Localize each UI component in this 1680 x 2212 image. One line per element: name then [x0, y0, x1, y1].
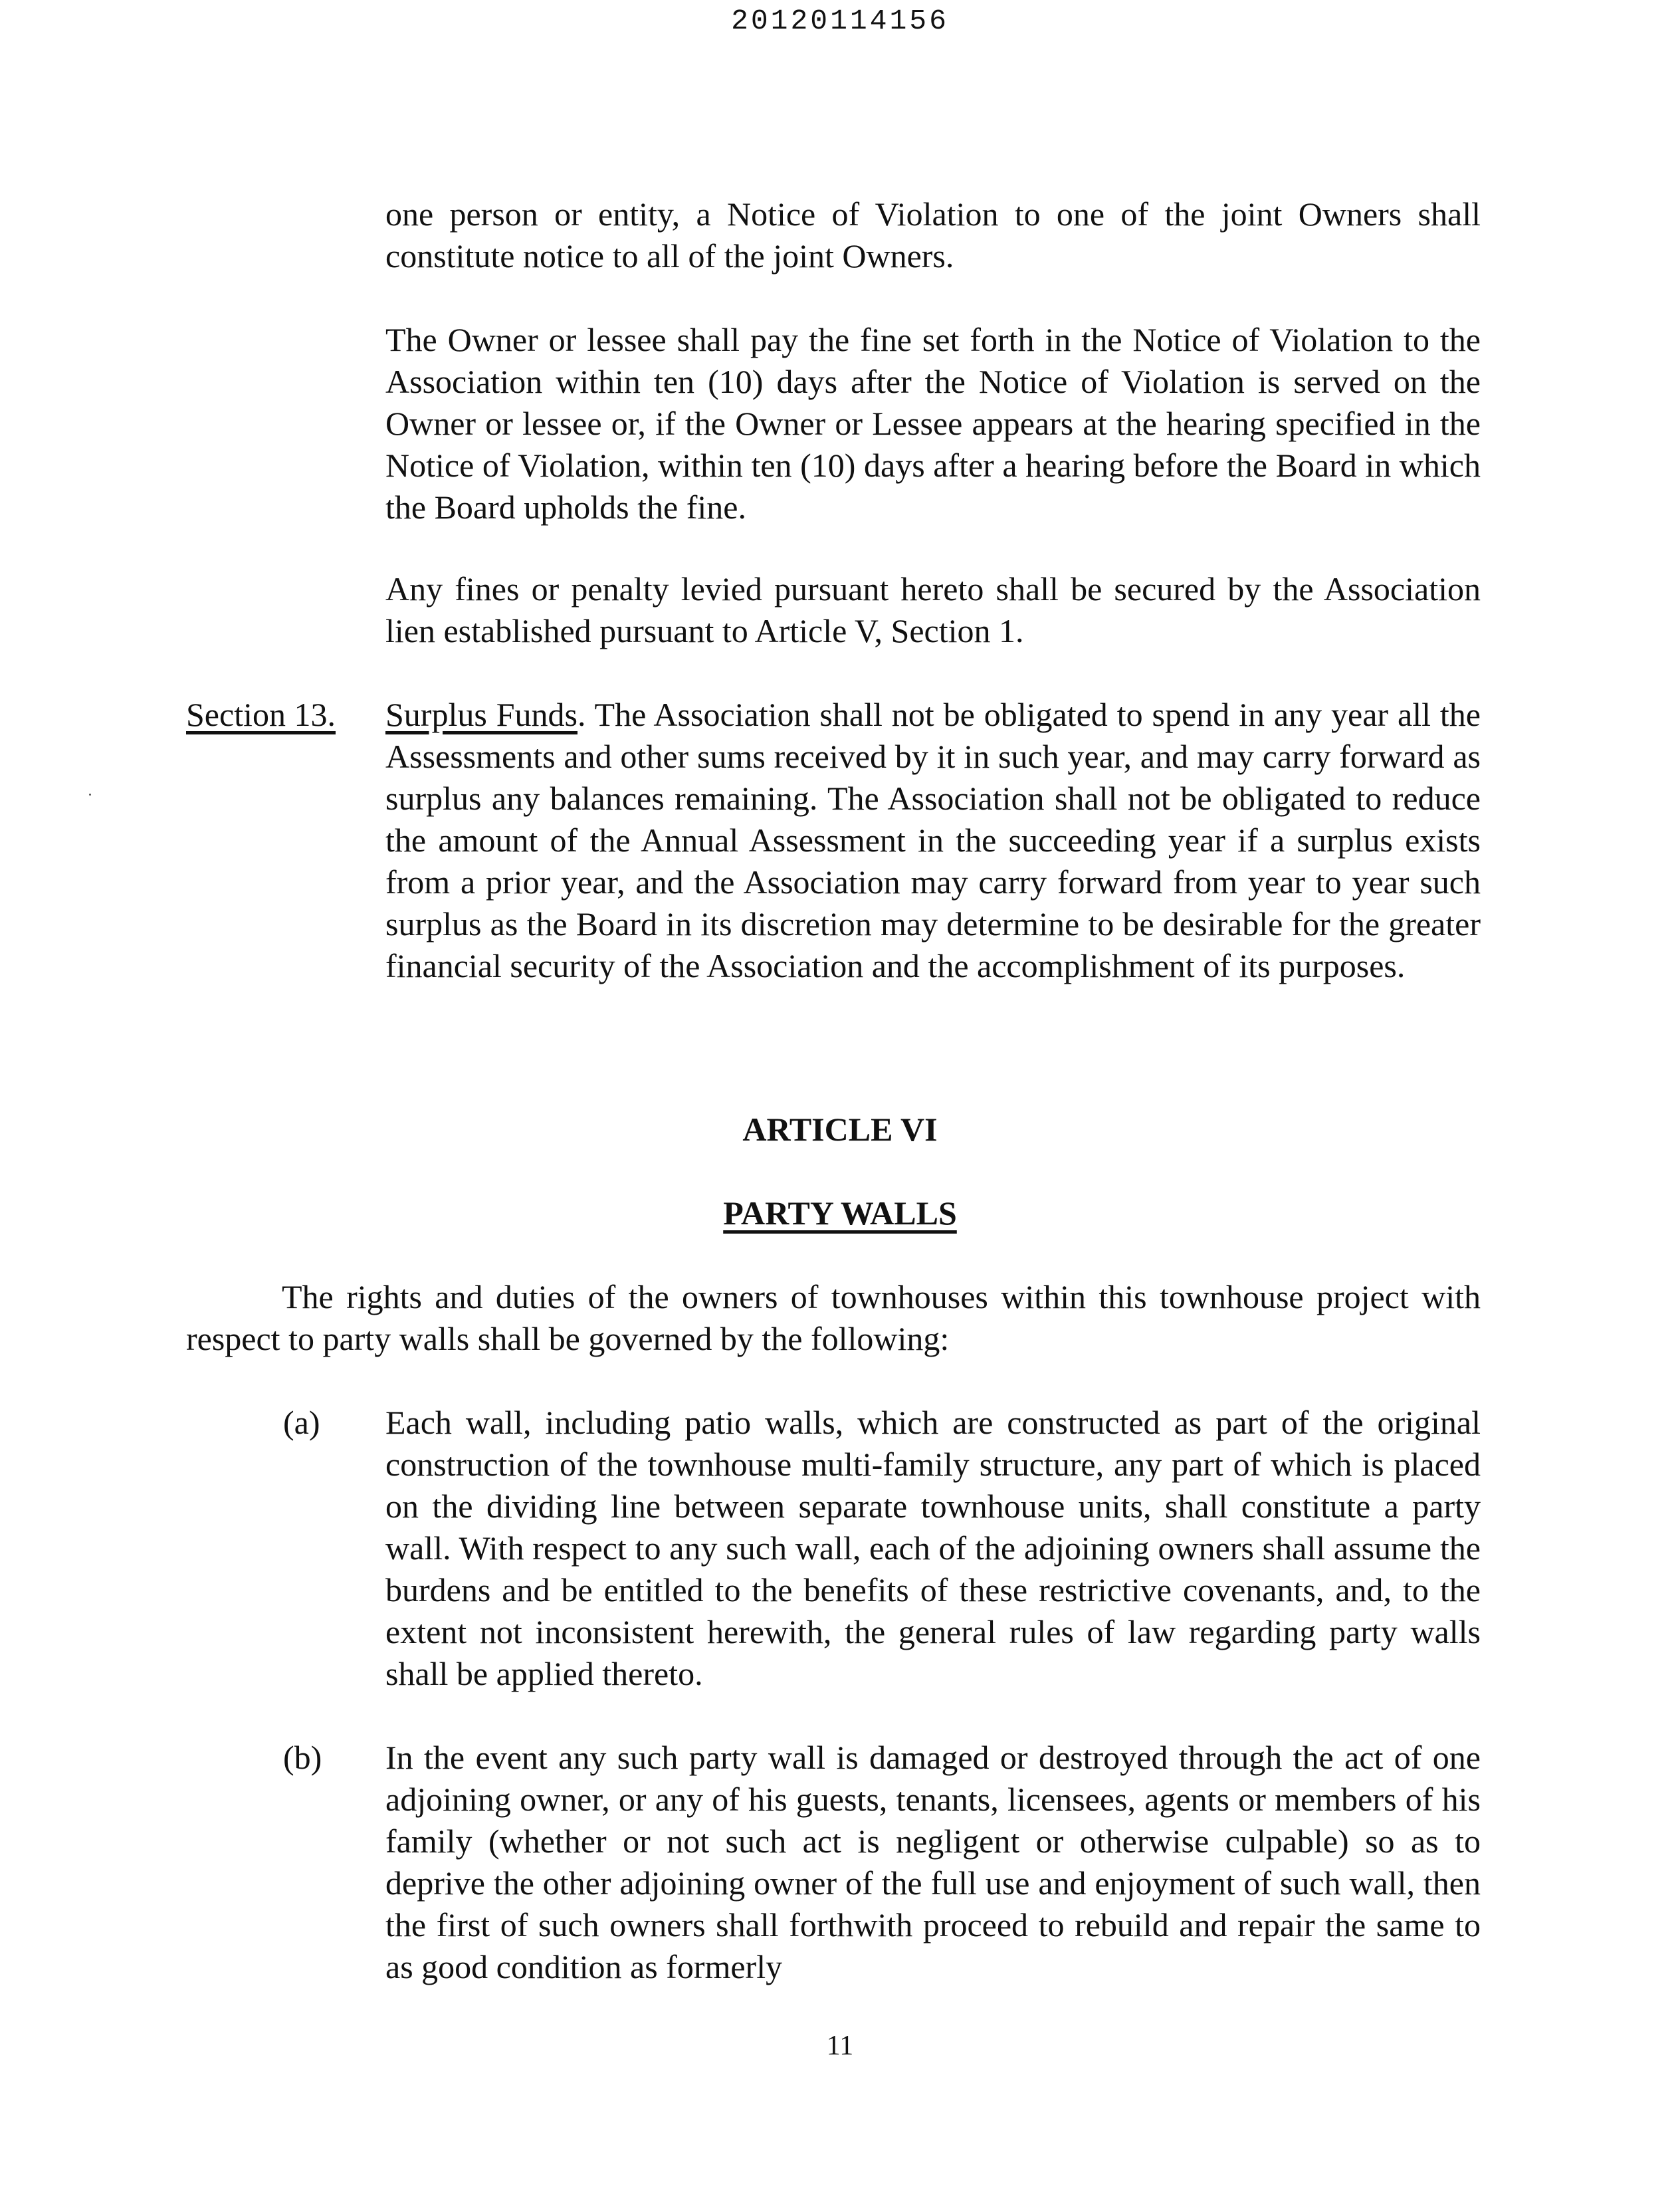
item-text-a: Each wall, including patio walls, which are constructed as part of the original construction of the townhouse multi-family structure, any part of which is placed on the dividing line between separate townhouse units, shall constitute a party wall. With respect to any such wall, each of the adjoining owners shall assume the burdens and be entitled to the benefits of these restrictive covenants, and, to the extent not inconsistent herewith, the general rules of law regarding party walls shall be applied thereto. [385, 1404, 1481, 1692]
paragraph-fines-lien: Any fines or penalty levied pursuant hereto shall be secured by the Association lien established pursuant to Article V, Section 1. [385, 570, 1481, 649]
article-number-heading: ARTICLE VI [742, 1111, 938, 1148]
section-13-title: Surplus Funds [385, 696, 578, 733]
section-13-body [385, 694, 1481, 987]
section-13-text: . The Association shall not be obligated to spend in any year all the Assessments and other sums received by it in such year, and may carry forward as surplus any balances remaining. The Association shall not be obligated to reduce the amount of the Annual Assessment in the succeeding year if a surplus exists from a prior year, and the Association may carry forward from year to year such surplus as the Board in its discretion may determine to be desirable for the greater financial security of the Association and the accomplishment of its purposes. [385, 696, 1481, 984]
scan-speck [89, 794, 91, 796]
page-number: 11 [826, 2031, 854, 2061]
item-label-a: (a) [283, 1404, 320, 1441]
item-text-b: In the event any such party wall is damaged or destroyed through the act of one adjoining owner, or any of his guests, tenants, licensees, agents or members of his family (whether or not such act is negligent or otherwise culpable) so as to deprive the other adjoining owner of the full use and enjoyment of such wall, then the first of such owners shall forthwith proceed to rebuild and repair the same to as good condition as formerly [385, 1739, 1481, 1985]
section-13-label: Section 13. [186, 696, 336, 733]
item-label-b: (b) [283, 1739, 322, 1776]
document-number: 20120114156 [731, 5, 949, 37]
article-intro-paragraph: The rights and duties of the owners of townhouses within this townhouse project with respect to party walls shall be governed by the following: [186, 1278, 1481, 1357]
article-title-heading: PARTY WALLS [723, 1194, 957, 1232]
paragraph-fine-payment: The Owner or lessee shall pay the fine set forth in the Notice of Violation to the Association within ten (10) days after the Notice of Violation is served on the Owner or lessee or, if the Owner or Lessee appears at the hearing specified in the Notice of Violation, within ten (10) days after a hearing before the Board in which the Board upholds the fine. [385, 321, 1481, 526]
paragraph-joint-owners-notice: one person or entity, a Notice of Violation to one of the joint Owners shall constitute notice to all of the joint Owners. [385, 195, 1481, 275]
